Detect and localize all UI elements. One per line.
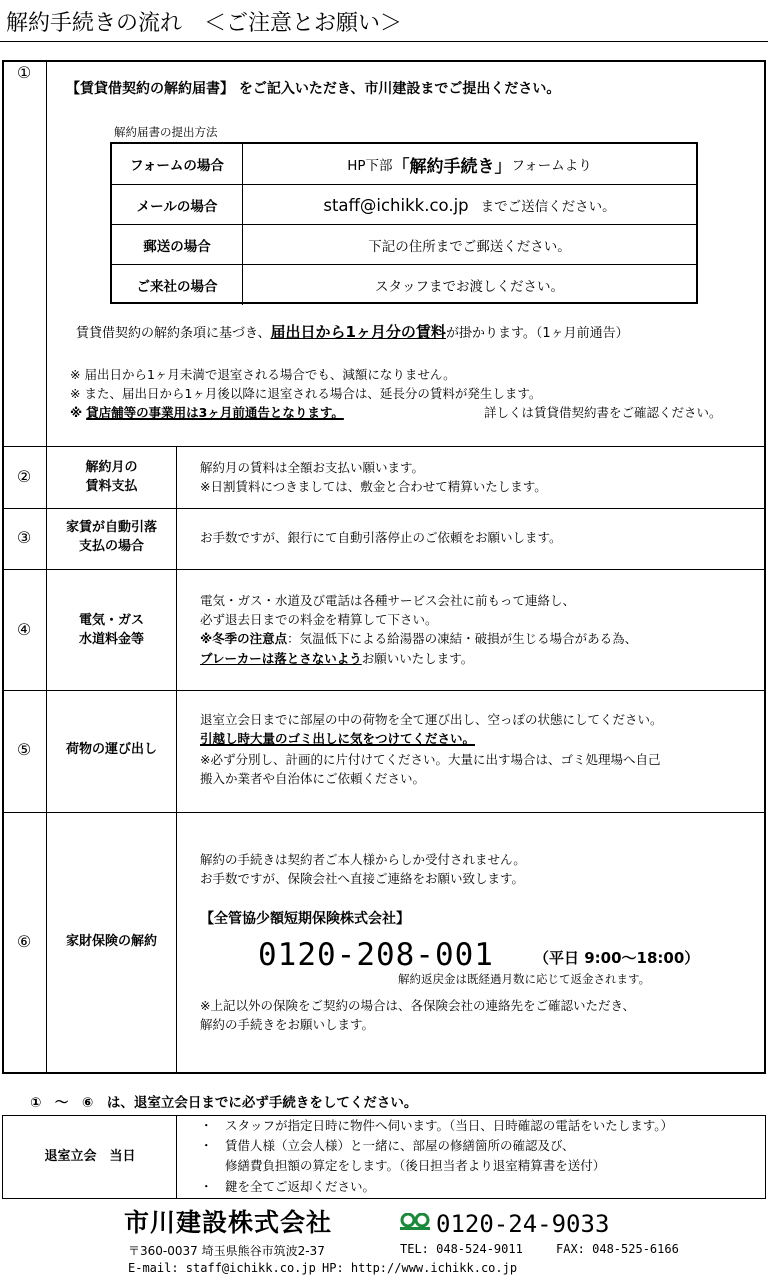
step-number-1: ① (16, 63, 32, 82)
rent-notice-post: が掛かります。（1ヶ月前通告） (445, 326, 629, 341)
row4-warning (200, 630, 637, 648)
row6-after1: ※上記以外の保険をご契約の場合は、各保険会社の連絡先をご確認いただき、 (200, 998, 635, 1013)
note-3-emph: 貸店舗等の事業用は3ヶ月前通告となります。 (86, 405, 344, 420)
company-address: 〒360-0037 埼玉県熊谷市筑波2-37 (128, 1244, 325, 1258)
method-form-link-text: 「解約手続き」 (392, 156, 512, 177)
row4-breaker-tail: お願いいたします。 (361, 651, 474, 666)
title-divider (0, 41, 768, 42)
step-number-6: ⑥ (16, 932, 32, 951)
company-email[interactable]: E-mail: staff@ichikk.co.jp (128, 1261, 316, 1275)
walkthrough-item-3: 修繕費負担額の算定をします。（後日担当者より退室精算書を送付） (200, 1158, 606, 1173)
row2-line1: 解約月の賃料は全額お支払い願います。 (200, 460, 425, 475)
method-row-form (112, 144, 696, 184)
method-head-visit: ご来社の場合 (112, 265, 243, 305)
step-number-5: ⑤ (16, 740, 32, 759)
company-name: 市川建設株式会社 (124, 1208, 333, 1237)
method-head-email: メールの場合 (112, 185, 243, 225)
method-head-form: フォームの場合 (112, 144, 243, 184)
table-border-top (2, 60, 766, 62)
submission-methods-table (110, 142, 698, 304)
row6-after2: 解約の手続きをお願いします。 (200, 1017, 375, 1032)
page-title: 解約手続きの流れ ＜ご注意とお願い＞ (6, 11, 403, 36)
row3-label (47, 518, 176, 556)
company-freedial[interactable]: 0120-24-9033 (436, 1210, 610, 1238)
insurer-refund: 解約返戻金は既経過月数に応じて返金されます。 (398, 972, 651, 986)
row2-label (47, 458, 176, 496)
deadline-notice: ① ～ ⑥ は、退室立会日までに必ず手続きをしてください。 (30, 1095, 418, 1111)
table-border-right (764, 60, 766, 1073)
section1-intro (66, 80, 560, 98)
note-2: ※ また、届出日から1ヶ月後以降に退室される場合は、延長分の賃料が発生します。 (70, 386, 542, 401)
walkthrough-item-4: ・ 鍵を全てご返却ください。 (200, 1179, 376, 1194)
row2-label-line2: 賃料支払 (85, 479, 138, 494)
section1-intro-rest: をご記入いただき、市川建設までご提出ください。 (238, 81, 561, 97)
table-border-left (2, 60, 4, 1073)
row3-line1: お手数ですが、銀行にて自動引落停止のご依頼をお願いします。 (200, 530, 562, 545)
row5-emph: 引越し時大量のゴミ出しに気をつけてください。 (200, 731, 476, 746)
row4-breaker (200, 650, 473, 668)
method-email-post: までご送信ください。 (480, 199, 616, 215)
step-number-2: ② (16, 467, 32, 486)
walkthrough-item-1: ・ スタッフが指定日時に物件へ伺います。（当日、日時確認の電話をいたします。） (200, 1118, 674, 1133)
col-sep-label (176, 446, 177, 1073)
insurer-phone[interactable]: 0120-208-001 (258, 937, 494, 973)
method-row-mail (112, 224, 696, 265)
col-sep-num-s1 (46, 60, 47, 446)
method-value-visit: スタッフまでお渡しください。 (375, 279, 564, 295)
step-number-3: ③ (16, 528, 32, 547)
row4-label-line1: 電気・ガス (78, 613, 144, 628)
row5-label: 荷物の運び出し (65, 742, 157, 757)
note-3-mark: ※ (70, 405, 83, 420)
method-value-mail: 下記の住所までご郵送ください。 (368, 239, 571, 255)
company-fax: FAX: 048-525-6166 (556, 1242, 679, 1256)
row3-label-line1: 家賃が自動引落 (65, 520, 157, 535)
section1-intro-bracket: 【賃貸借契約の解約届書】 (66, 81, 234, 97)
step-number-4: ④ (16, 620, 32, 639)
method-form-pre: HP下部 (347, 158, 393, 174)
row6-label: 家財保険の解約 (65, 934, 157, 949)
row4-warning-head: ※冬季の注意点 (200, 631, 288, 646)
rent-notice-emph: 届出日から1ヶ月分の賃料 (270, 323, 446, 341)
company-hp[interactable]: HP: http://www.ichikk.co.jp (322, 1261, 518, 1275)
row-sep-4 (2, 690, 766, 691)
row4-warning-rest: ：気温低下による給湯器の凍結・破損が生じる場合がある為、 (287, 631, 638, 646)
method-caption: 解約届書の提出方法 (114, 125, 218, 139)
method-form-post: フォームより (511, 158, 592, 174)
row4-label (47, 611, 176, 649)
row5-after1: ※必ず分別し、計画的に片付けてください。大量に出す場合は、ゴミ処理場へ自己 (200, 752, 661, 767)
row2-line2: ※日割賃料につきましては、敷金と合わせて精算いたします。 (200, 479, 547, 494)
table-border-bottom (2, 1072, 766, 1074)
note-1: ※ 届出日から1ヶ月未満で退室される場合でも、減額になりません。 (70, 367, 456, 382)
row4-line1: 電気・ガス・水道及び電話は各種サービス会社に前もって連絡し、 (200, 593, 576, 608)
walkthrough-label: 退室立会 当日 (44, 1149, 136, 1164)
method-value-form (243, 144, 696, 184)
walkthrough-col-sep (176, 1115, 177, 1199)
rent-notice-pre: 賃貸借契約の解約条項に基づき、 (76, 326, 271, 341)
walkthrough-item-2: ・ 賃借人様（立会人様）と一緒に、部屋の修繕箇所の確認及び、 (200, 1138, 575, 1153)
row6-line1: 解約の手続きは契約者ご本人様からしか受付されません。 (200, 852, 526, 867)
row3-label-line2: 支払の場合 (78, 539, 144, 554)
row6-line2: お手数ですが、保険会社へ直接ご連絡をお願い致します。 (200, 871, 525, 886)
method-row-email (112, 184, 696, 225)
row-sep-1 (2, 446, 766, 447)
method-email-address[interactable]: staff@ichikk.co.jp (323, 195, 469, 215)
row5-line1: 退室立会日までに部屋の中の荷物を全て運び出し、空っぽの状態にしてください。 (200, 712, 663, 727)
row4-label-line2: 水道料金等 (78, 632, 144, 647)
rent-notice (76, 323, 629, 343)
row5-after2: 搬入か業者や自治体にご依頼ください。 (200, 771, 426, 786)
insurer-hours: （平日 9:00～18:00） (534, 949, 700, 967)
row4-breaker-emph: ブレーカーは落とさないよう (200, 651, 362, 666)
freedial-icon (400, 1213, 430, 1231)
row-sep-5 (2, 812, 766, 813)
note-3-tail: 詳しくは賃貸借契約書をご確認ください。 (484, 405, 722, 420)
row-sep-2 (2, 508, 766, 509)
method-head-mail: 郵送の場合 (112, 225, 243, 265)
method-row-visit (112, 264, 696, 305)
company-tel: TEL: 048-524-9011 (400, 1242, 523, 1256)
insurer-name: 【全管協少額短期保険株式会社】 (200, 911, 410, 927)
row2-label-line1: 解約月の (85, 460, 138, 475)
note-3 (70, 404, 344, 422)
method-value-email (243, 185, 696, 225)
row-sep-3 (2, 569, 766, 570)
row4-line2: 必ず退去日までの料金を精算して下さい。 (200, 612, 438, 627)
